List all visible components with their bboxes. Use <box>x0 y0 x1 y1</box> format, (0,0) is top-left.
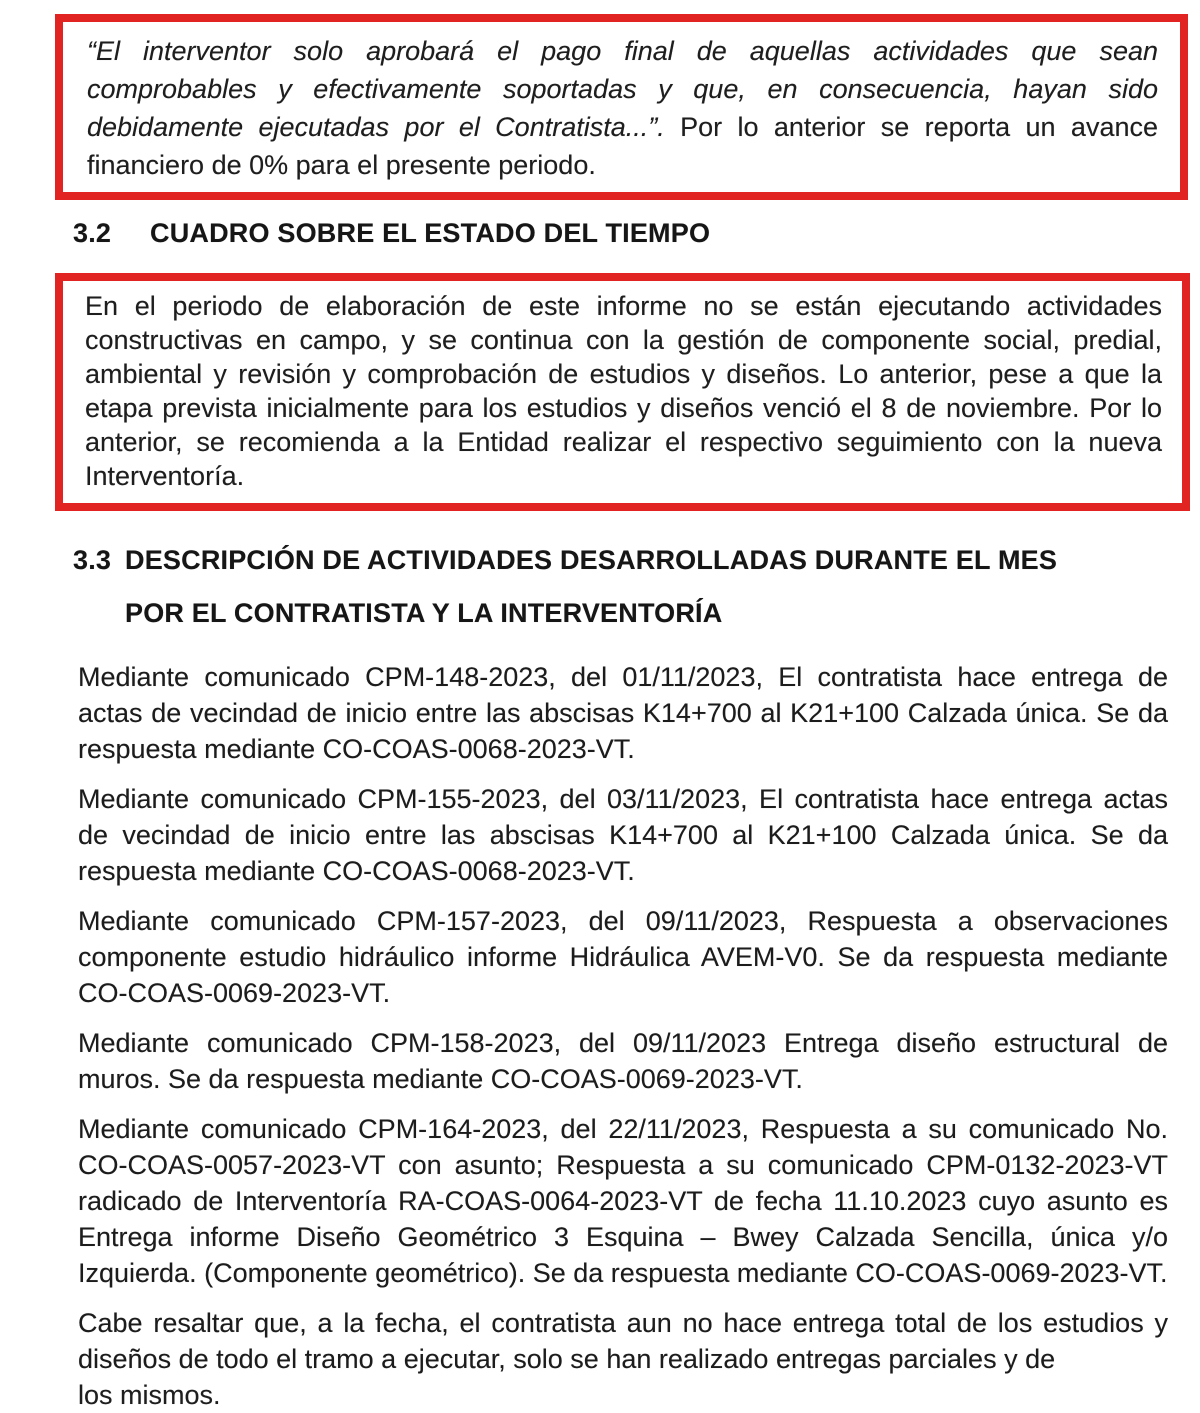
section-3-2-heading <box>73 218 1200 249</box>
activity-paragraph-cpm-157: Mediante comunicado CPM-157-2023, del 09/11/2023, Respuesta a observaciones componente estudio hidráulico informe Hidráulica AVEM-V0. Se da respuesta mediante CO-COAS-0069-2023-VT. <box>78 906 1168 1008</box>
closing-paragraph: Cabe resaltar que, a la fecha, el contratista aun no hace entrega total de los estudios y diseños de todo el tramo a ejecutar, solo se han realizado entregas parciales y de <box>78 1308 1168 1374</box>
clipped-line: los mismos. <box>78 1380 221 1410</box>
activity-paragraph-cpm-148: Mediante comunicado CPM-148-2023, del 01/11/2023, El contratista hace entrega de actas de vecindad de inicio entre las abscisas K14+700 al K21+100 Calzada única. Se da respuesta mediante CO-COAS-0068-2023-VT. <box>78 662 1168 764</box>
section-3-2-number: 3.2 <box>73 218 112 248</box>
financial-quote-paragraph <box>87 32 1158 184</box>
activity-paragraph-cpm-155: Mediante comunicado CPM-155-2023, del 03/11/2023, El contratista hace entrega actas de vecindad de inicio entre las abscisas K14+700 al K21+100 Calzada única. Se da respuesta mediante CO-COAS-0068-2023-VT. <box>78 784 1168 886</box>
section-3-3-title-line-1: DESCRIPCIÓN DE ACTIVIDADES DESARROLLADAS DURANTE EL MES <box>125 545 1058 575</box>
section-3-3-title <box>125 545 1165 629</box>
section-3-2-title: CUADRO SOBRE EL ESTADO DEL TIEMPO <box>150 218 711 248</box>
annotation-box-schedule <box>55 273 1190 511</box>
quote-italic-text: “El interventor solo aprobará el pago final de aquellas actividades que sean comprobables y efectivamente soportadas y que, en consecuencia, hayan sido debidamente ejecutadas por el Contratista...”. <box>87 36 1158 142</box>
quote-followup-text: Por lo anterior se reporta un avance financiero de 0% para el presente periodo. <box>87 112 1158 180</box>
section-3-3-title-line-2: POR EL CONTRATISTA Y LA INTERVENTORÍA <box>125 598 723 628</box>
document-page <box>0 14 1200 1410</box>
schedule-status-text: En el periodo de elaboración de este informe no se están ejecutando actividades constructivas en campo, y se continua con la gestión de componente social, predial, ambiental y revisión y comprobación de estudios y diseños. Lo anterior, pese a que la etapa prevista inicialmente para los estudios y diseños venció el 8 de noviembre. Por lo anterior, se recomienda a la Entidad realizar el respectivo seguimiento con la nueva Interventoría. <box>85 291 1162 491</box>
section-3-3-number: 3.3 <box>73 545 112 575</box>
annotation-box-financial <box>55 14 1188 200</box>
section-3-3-heading <box>73 545 1165 629</box>
activity-paragraph-cpm-164: Mediante comunicado CPM-164-2023, del 22/11/2023, Respuesta a su comunicado No. CO-COAS-0057-2023-VT con asunto; Respuesta a su comunicado CPM-0132-2023-VT radicado de Interventoría RA-COAS-0064-2023-VT de fecha 11.10.2023 cuyo asunto es Entrega informe Diseño Geométrico 3 Esquina – Bwey Calzada Sencilla, única y/o Izquierda. (Componente geométrico). Se da respuesta mediante CO-COAS-0069-2023-VT. <box>78 1114 1168 1288</box>
activity-paragraph-cpm-158: Mediante comunicado CPM-158-2023, del 09/11/2023 Entrega diseño estructural de muros. Se da respuesta mediante CO-COAS-0069-2023-VT. <box>78 1028 1168 1094</box>
